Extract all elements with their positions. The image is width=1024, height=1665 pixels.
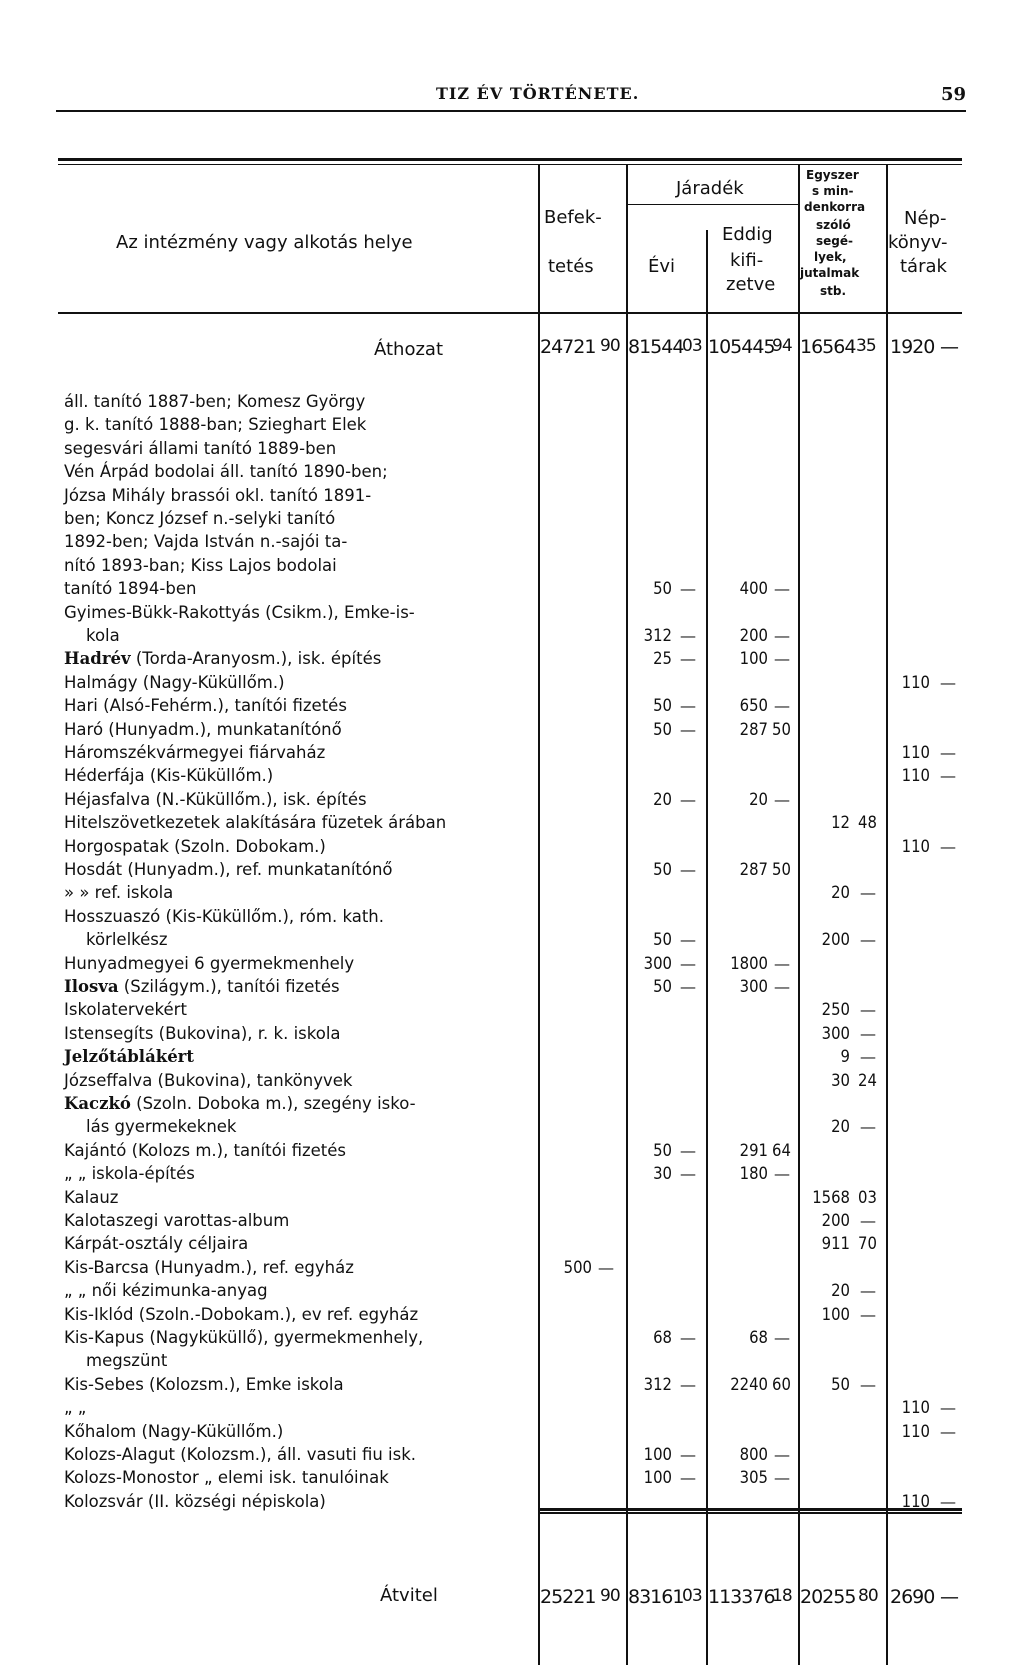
evi-value: 50 (653, 1140, 672, 1160)
row-label: Kolozs-Alagut (Kolozsm.), áll. vasuti fiu isk. (64, 1445, 417, 1464)
col-head-eddig-3: zetve (726, 274, 776, 295)
col-head-jaradek: Járadék (676, 178, 744, 199)
eddig-value: 287 (739, 719, 768, 739)
eddig-value: 650 (739, 696, 768, 716)
nep-value: 110 (901, 672, 930, 692)
col-head-egyszer-4: szóló (816, 218, 851, 232)
row-label: kola (86, 626, 120, 645)
row-label: Halmágy (Nagy-Küküllőm.) (64, 672, 285, 692)
row-label: Kalotaszegi varottas-album (64, 1211, 290, 1230)
egyszer-value: 20 (831, 1117, 850, 1137)
row-label: Kis-Kapus (Nagyküküllő), gyermekmenhely, (64, 1328, 424, 1347)
row-label: 1892-ben; Vajda István n.-sajói ta- (64, 532, 348, 552)
eddig-dash: — (774, 1445, 790, 1464)
row-label: Hitelszövetkezetek alakítására füzetek árában (64, 813, 447, 833)
table-top-rule-2 (58, 164, 962, 165)
atvitel-nep: 2690 (890, 1586, 935, 1608)
row-label: tanító 1894-ben (64, 579, 197, 599)
egyszer-dash: — (860, 1304, 876, 1324)
row-label: Istensegíts (Bukovina), r. k. iskola (64, 1023, 341, 1043)
nep-dash: — (940, 1398, 956, 1418)
athozat-nep-dash: — (940, 336, 958, 358)
evi-dash: — (680, 626, 696, 645)
col-head-egyszer-3: denkorra (804, 200, 866, 214)
row-label: „ „ női kézimunka-anyag (64, 1281, 268, 1301)
nep-value: 110 (901, 836, 930, 856)
row-label: Hosdát (Hunyadm.), ref. munkatanítónő (64, 860, 393, 879)
col-head-nep-2: könyv- (888, 232, 948, 253)
row-label: Haró (Hunyadm.), munkatanítónő (64, 719, 342, 739)
row-label: körlelkész (86, 930, 168, 950)
eddig-value: 100 (739, 649, 768, 669)
header-rule (56, 110, 966, 112)
eddig-fraction: 50 (772, 860, 791, 879)
egyszer-dash: — (860, 1023, 876, 1043)
athozat-eddig: 105445 (708, 336, 775, 358)
egyszer-value: 9 (840, 1047, 850, 1067)
row-label-rest: (Szoln. Doboka m.), szegény isko- (130, 1094, 416, 1113)
row-label (64, 1047, 194, 1066)
eddig-value: 2240 (730, 1374, 768, 1394)
col-sep-egyszer (798, 165, 800, 1665)
row-label (64, 649, 381, 668)
egyszer-value: 200 (821, 930, 850, 950)
col-sep-befek (538, 165, 540, 1665)
row-label-bold: Ilosva (64, 977, 119, 996)
egyszer-dash: — (860, 930, 876, 950)
evi-dash: — (680, 930, 696, 950)
evi-value: 50 (653, 930, 672, 950)
eddig-dash: — (774, 953, 790, 973)
eddig-value: 305 (739, 1468, 768, 1488)
row-label: Kolozs-Monostor „ elemi isk. tanulóinak (64, 1468, 389, 1488)
evi-value: 68 (653, 1328, 672, 1347)
egyszer-value: 200 (821, 1211, 850, 1230)
eddig-value: 287 (739, 860, 768, 879)
evi-dash: — (680, 789, 696, 809)
evi-dash: — (680, 1468, 696, 1488)
col-head-place: Az intézmény vagy alkotás helye (116, 232, 413, 253)
evi-dash: — (680, 696, 696, 716)
jaradek-underline (626, 204, 798, 205)
evi-dash: — (680, 719, 696, 739)
table-top-rule (58, 158, 962, 161)
atvitel-egyszer: 20255 (800, 1586, 856, 1608)
athozat-eddig-fraction: 94 (772, 336, 792, 356)
row-label: Kis-Sebes (Kolozsm.), Emke iskola (64, 1374, 344, 1394)
col-head-nep-3: tárak (900, 256, 947, 277)
atvitel-rule (540, 1512, 962, 1514)
egyszer-dash: — (860, 1117, 876, 1137)
egyszer-dash: — (860, 1281, 876, 1301)
evi-value: 100 (643, 1468, 672, 1488)
row-label: Háromszékvármegyei fiárvaház (64, 743, 326, 762)
row-label: Kis-Barcsa (Hunyadm.), ref. egyház (64, 1257, 354, 1277)
row-label: Hosszuaszó (Kis-Küküllőm.), róm. kath. (64, 906, 385, 926)
header-bottom-rule (58, 312, 962, 314)
row-label-rest: (Szilágym.), tanítói fizetés (118, 977, 340, 996)
atvitel-eddig: 113376 (708, 1586, 775, 1608)
athozat-nep: 1920 (890, 336, 935, 358)
egyszer-value: 250 (821, 1000, 850, 1020)
row-label: Iskolatervekért (64, 1000, 187, 1020)
evi-dash: — (680, 1164, 696, 1184)
nep-value: 110 (901, 743, 930, 762)
eddig-dash: — (774, 977, 790, 996)
row-label: Kajántó (Kolozs m.), tanítói fizetés (64, 1140, 346, 1160)
row-label: „ „ (64, 1398, 87, 1418)
atvitel-befek: 25221 (540, 1586, 596, 1608)
atvitel-evi: 83161 (628, 1586, 684, 1608)
row-label: Kalauz (64, 1187, 119, 1207)
row-label: Horgospatak (Szoln. Dobokam.) (64, 836, 326, 856)
row-label: Gyimes-Bükk-Rakottyás (Csikm.), Emke-is- (64, 602, 415, 622)
col-head-evi: Évi (648, 256, 676, 277)
eddig-value: 800 (739, 1445, 768, 1464)
col-head-egyszer-5: segé- (816, 234, 853, 248)
nep-dash: — (940, 672, 956, 692)
eddig-dash: — (774, 789, 790, 809)
evi-value: 50 (653, 719, 672, 739)
nep-value: 110 (901, 1421, 930, 1441)
row-label: áll. tanító 1887-ben; Komesz György (64, 392, 366, 411)
row-label: Hunyadmegyei 6 gyermekmenhely (64, 953, 355, 973)
row-label: Józsa Mihály brassói okl. tanító 1891- (64, 485, 372, 505)
eddig-value: 400 (739, 579, 768, 599)
eddig-value: 200 (739, 626, 768, 645)
eddig-value: 291 (739, 1140, 768, 1160)
row-label-rest: (Torda-Aranyosm.), isk. építés (130, 649, 382, 669)
row-label: megszünt (86, 1351, 168, 1371)
row-label-bold: Jelzőtáblákért (64, 1047, 195, 1067)
evi-value: 20 (653, 789, 672, 809)
row-label: nító 1893-ban; Kiss Lajos bodolai (64, 555, 337, 575)
col-head-egyszer-8: stb. (820, 284, 847, 298)
egyszer-dash: — (860, 1047, 876, 1067)
egyszer-fraction: 03 (858, 1187, 877, 1207)
athozat-evi-fraction: 03 (682, 336, 702, 356)
eddig-dash: — (774, 1468, 790, 1488)
row-label: Kis-Iklód (Szoln.-Dobokam.), ev ref. egyház (64, 1304, 419, 1324)
col-head-befek-2: tetés (548, 256, 594, 277)
nep-value: 110 (901, 1398, 930, 1418)
evi-value: 312 (643, 1374, 672, 1394)
row-label: segesvári állami tanító 1889-ben (64, 438, 337, 458)
atvitel-befek-fraction: 90 (600, 1586, 620, 1606)
egyszer-dash: — (860, 1211, 876, 1230)
eddig-value: 68 (749, 1328, 768, 1347)
athozat-label: Áthozat (374, 339, 444, 360)
col-head-egyszer-2: s min- (812, 184, 854, 198)
eddig-dash: — (774, 579, 790, 599)
evi-value: 300 (643, 953, 672, 973)
running-title: TIZ ÉV TÖRTÉNETE. (436, 84, 640, 103)
evi-dash: — (680, 977, 696, 996)
nep-dash: — (940, 1421, 956, 1441)
egyszer-value: 30 (831, 1070, 850, 1090)
page-number: 59 (940, 84, 966, 105)
eddig-value: 300 (739, 977, 768, 996)
egyszer-dash: — (860, 1374, 876, 1394)
nep-dash: — (940, 743, 956, 762)
row-label: lás gyermekeknek (86, 1117, 237, 1137)
row-label: Vén Árpád bodolai áll. tanító 1890-ben; (64, 462, 388, 482)
col-sep-evi (626, 165, 628, 1665)
nep-value: 110 (901, 1491, 930, 1511)
befek-dash: — (598, 1257, 614, 1277)
egyszer-fraction: 24 (858, 1070, 877, 1090)
eddig-dash: — (774, 626, 790, 645)
athozat-egyszer: 16564 (800, 336, 856, 358)
row-label: Hari (Alsó-Fehérm.), tanítói fizetés (64, 696, 347, 716)
nep-dash: — (940, 836, 956, 856)
evi-value: 312 (643, 626, 672, 645)
row-label: Héjasfalva (N.-Küküllőm.), isk. építés (64, 789, 367, 809)
egyszer-value: 100 (821, 1304, 850, 1324)
row-label-bold: Hadrév (64, 649, 131, 669)
egyszer-value: 300 (821, 1023, 850, 1043)
evi-value: 50 (653, 696, 672, 716)
evi-dash: — (680, 1374, 696, 1394)
row-label (64, 977, 340, 996)
eddig-dash: — (774, 1328, 790, 1347)
evi-value: 50 (653, 977, 672, 996)
eddig-value: 180 (739, 1164, 768, 1184)
befek-value: 500 (563, 1257, 592, 1277)
eddig-dash: — (774, 1164, 790, 1184)
evi-dash: — (680, 953, 696, 973)
eddig-value: 1800 (730, 953, 768, 973)
eddig-dash: — (774, 696, 790, 716)
row-label: Józseffalva (Bukovina), tankönyvek (64, 1070, 353, 1090)
row-label-bold: Kaczkó (64, 1094, 131, 1113)
eddig-fraction: 60 (772, 1374, 791, 1394)
eddig-value: 20 (749, 789, 768, 809)
egyszer-value: 20 (831, 883, 850, 903)
col-head-nep-1: Nép- (904, 208, 947, 229)
evi-value: 25 (653, 649, 672, 669)
evi-dash: — (680, 1445, 696, 1464)
nep-value: 110 (901, 766, 930, 786)
evi-dash: — (680, 860, 696, 879)
row-label (64, 1094, 416, 1113)
evi-dash: — (680, 649, 696, 669)
egyszer-value: 911 (821, 1234, 850, 1254)
egyszer-value: 1568 (812, 1187, 850, 1207)
nep-dash: — (940, 1491, 956, 1511)
evi-value: 50 (653, 579, 672, 599)
evi-value: 50 (653, 860, 672, 879)
evi-dash: — (680, 1328, 696, 1347)
athozat-befek: 24721 (540, 336, 596, 358)
egyszer-value: 20 (831, 1281, 850, 1301)
row-label: Héderfája (Kis-Küküllőm.) (64, 766, 274, 786)
row-label: Kárpát-osztály céljaira (64, 1234, 249, 1254)
egyszer-fraction: 48 (858, 813, 877, 833)
egyszer-fraction: 70 (858, 1234, 877, 1254)
evi-value: 100 (643, 1445, 672, 1464)
col-head-egyszer-1: Egyszer (806, 168, 859, 182)
row-label: Kőhalom (Nagy-Küküllőm.) (64, 1421, 284, 1441)
egyszer-dash: — (860, 883, 876, 903)
athozat-evi: 81544 (628, 336, 684, 358)
egyszer-value: 12 (831, 813, 850, 833)
page-header (56, 84, 966, 108)
egyszer-value: 50 (831, 1374, 850, 1394)
atvitel-evi-fraction: 03 (682, 1586, 702, 1606)
egyszer-dash: — (860, 1000, 876, 1020)
col-head-eddig-2: kifi- (730, 250, 764, 271)
row-label: Kolozsvár (II. községi népiskola) (64, 1491, 326, 1511)
row-label: ben; Koncz József n.-selyki tanító (64, 509, 336, 528)
atvitel-label: Átvitel (380, 1585, 438, 1606)
col-head-egyszer-7: jutalmak (800, 266, 860, 280)
athozat-befek-fraction: 90 (600, 336, 620, 356)
row-label: „ „ iskola-építés (64, 1164, 195, 1184)
atvitel-nep-dash: — (940, 1586, 958, 1608)
atvitel-eddig-fraction: 18 (772, 1586, 792, 1606)
eddig-fraction: 50 (772, 719, 791, 739)
eddig-fraction: 64 (772, 1140, 791, 1160)
eddig-dash: — (774, 649, 790, 669)
row-label: g. k. tanító 1888-ban; Szieghart Elek (64, 415, 367, 435)
nep-dash: — (940, 766, 956, 786)
evi-value: 30 (653, 1164, 672, 1184)
row-label: » » ref. iskola (64, 883, 174, 903)
col-head-eddig-1: Eddig (722, 224, 773, 245)
evi-dash: — (680, 1140, 696, 1160)
col-head-befek-1: Befek- (544, 207, 602, 228)
atvitel-egyszer-fraction: 80 (858, 1586, 878, 1606)
athozat-egyszer-fraction: 35 (856, 336, 876, 356)
evi-dash: — (680, 579, 696, 599)
col-head-egyszer-6: lyek, (814, 250, 847, 264)
